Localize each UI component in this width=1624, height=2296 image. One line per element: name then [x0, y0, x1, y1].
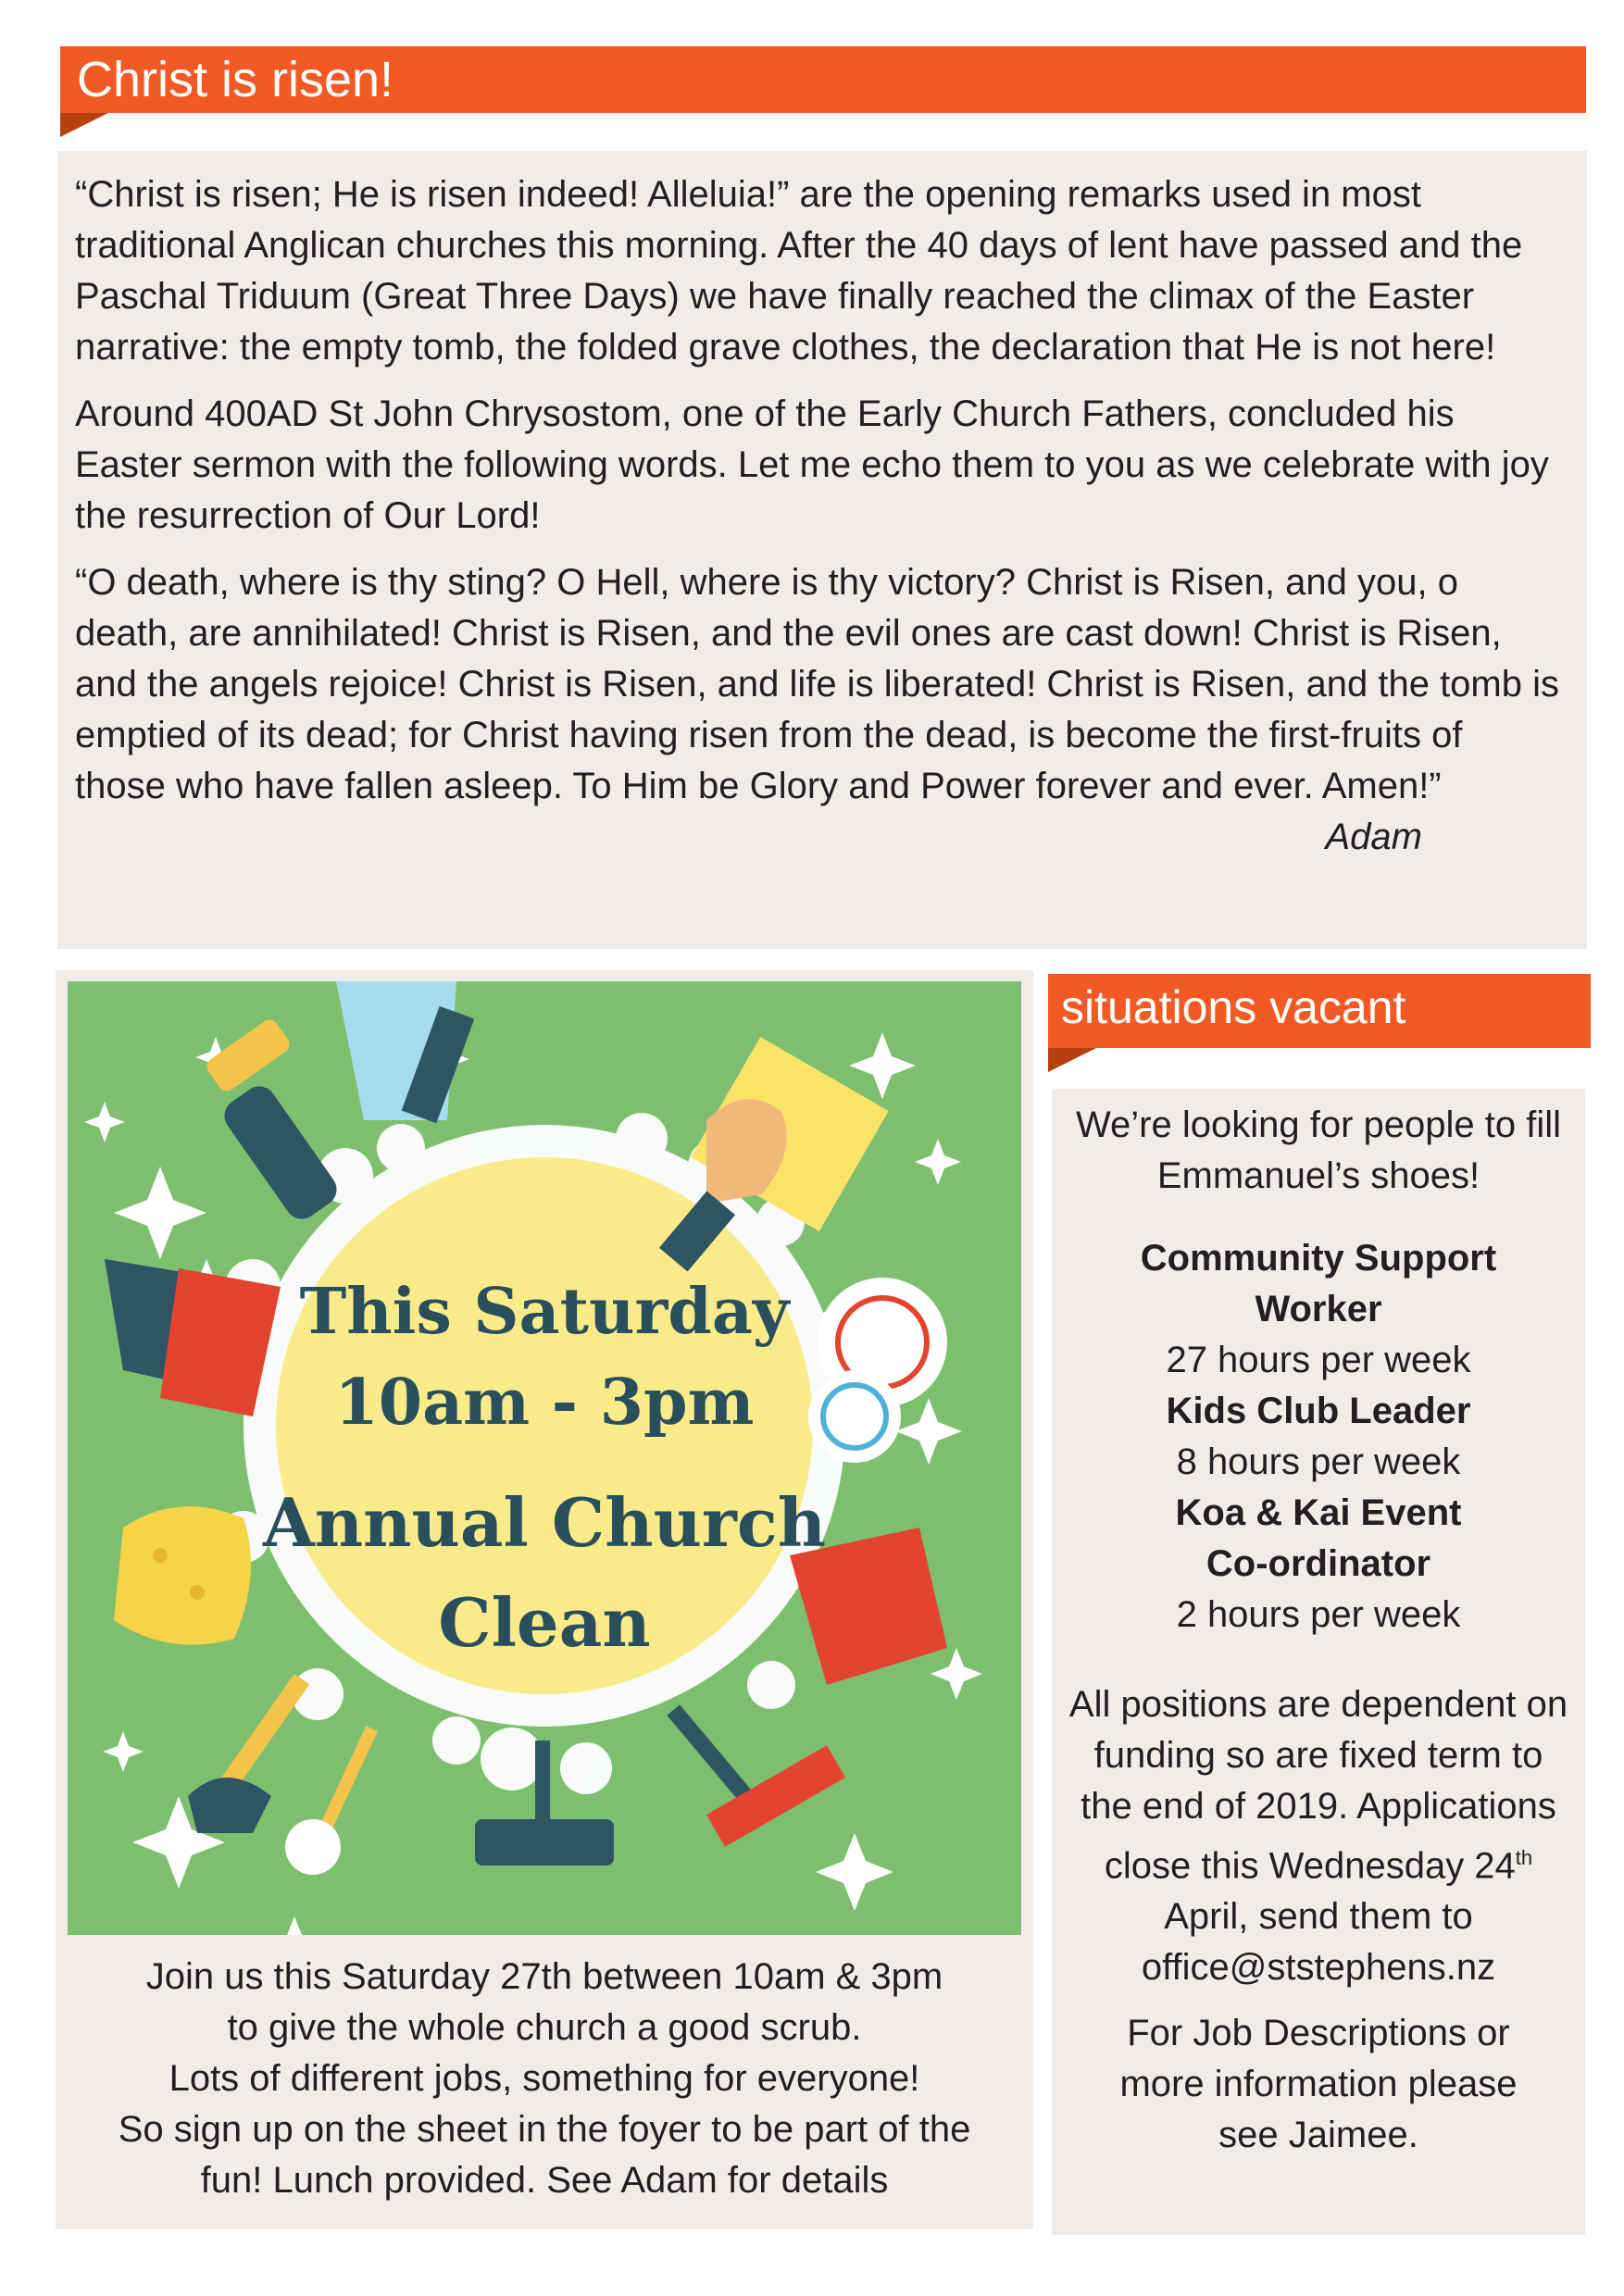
- poster-line-4: Clean: [438, 1583, 651, 1662]
- contact-info: For Job Descriptions or more information please see Jaimee.: [1119, 2013, 1518, 2156]
- section-banner-christ-is-risen: [60, 46, 1586, 113]
- poster-line-1: This Saturday: [299, 1275, 790, 1349]
- poster-line-2: 10am - 3pm: [334, 1366, 755, 1440]
- job-title: Community Support Worker: [1140, 1238, 1497, 1329]
- job-hours: 27 hours per week: [1166, 1340, 1471, 1380]
- notice-line: fun! Lunch provided. See Adam for details: [200, 2160, 889, 2201]
- notice-line: Lots of different jobs, something for everyone!: [169, 2058, 920, 2099]
- job-hours: 8 hours per week: [1176, 1441, 1461, 1482]
- situations-title: situations vacant: [1061, 981, 1406, 1033]
- sponge-icon: [114, 1506, 251, 1645]
- poster-line-3: Annual Church: [262, 1483, 827, 1562]
- section-banner-situations-vacant: [1048, 974, 1591, 1048]
- job-hours: 2 hours per week: [1176, 1594, 1461, 1635]
- notice-line: Join us this Saturday 27th between 10am & 3pm: [145, 1956, 943, 1997]
- job-title: Koa & Kai Event Co-ordinator: [1175, 1492, 1462, 1584]
- article-quote: “O death, where is thy sting? O Hell, where is thy victory? Christ is Risen, and you, o death, are annihilated! Christ is Risen, and the evil ones are cast down! Christ is Risen, and the angels rejoice! Christ is Risen, and life is liberated! Christ is Risen, and the tomb is emptied of its dead; for Christ having risen from the dead, is become the first-fruits of those who have fallen asleep. To Him be Glory and Power forever and ever. Amen!”: [75, 562, 1559, 806]
- article-signature: Adam: [1325, 817, 1422, 857]
- notice-line: So sign up on the sheet in the foyer to be part of the: [118, 2109, 971, 2150]
- job-title: Kids Club Leader: [1166, 1391, 1471, 1431]
- situations-intro: We’re looking for people to fill Emmanuel’s shoes!: [1076, 1104, 1561, 1196]
- funding-info: [1063, 1679, 1574, 1942]
- funding-after: April, send them to: [1164, 1896, 1473, 1938]
- article-paragraph-2: Around 400AD St John Chrysostom, one of the Early Church Fathers, concluded his Easter sermon with the following words. Let me echo them to you as we celebrate with joy the resurrection of Our Lord!: [75, 393, 1549, 536]
- church-clean-notice: [56, 1952, 1033, 2206]
- notice-line: to give the whole church a good scrub.: [227, 2007, 862, 2048]
- article-panel: [57, 151, 1587, 949]
- article-paragraph-3: [75, 557, 1561, 857]
- article-paragraph-1: “Christ is risen; He is risen indeed! Alleluia!” are the opening remarks used in most traditional Anglican churches this morning. After the 40 days of lent have passed and the Paschal Triduum (Great Three Days) we have finally reached the climax of the Easter narrative: the empty tomb, the folded grave clothes, the declaration that He is not here!: [75, 174, 1523, 368]
- contact-email[interactable]: office@ststephens.nz: [1141, 1947, 1496, 1989]
- situations-panel: [1052, 1089, 1585, 2235]
- banner-fold-decoration: [60, 113, 108, 137]
- funding-text: All positions are dependent on funding so are fixed term to the end of 2019. Applications close this Wednesday 24: [1068, 1684, 1568, 1887]
- section-title: Christ is risen!: [77, 52, 394, 107]
- banner-fold-decoration: [1048, 1048, 1096, 1072]
- church-clean-poster: [68, 981, 1021, 1935]
- funding-sup: th: [1515, 1846, 1533, 1869]
